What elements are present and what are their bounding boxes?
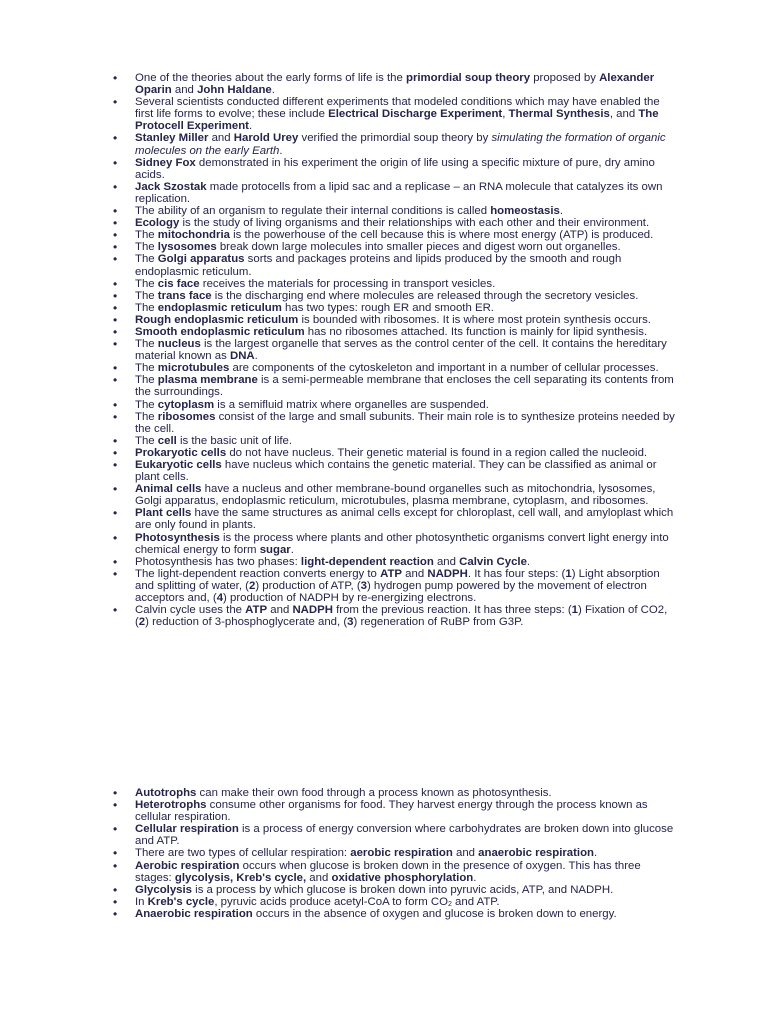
text-run: . (290, 543, 294, 556)
bullet-item (0, 253, 768, 277)
text-run: and (306, 871, 332, 884)
bold-term: Glycolysis (135, 883, 192, 896)
text-run: . It has four steps: ( (467, 567, 566, 580)
text-run: and (452, 847, 479, 860)
bullet-item (0, 96, 768, 132)
text-run: consume other organisms for food. They harvest energy through the process known as cellular respiration. (135, 799, 648, 824)
text-run: break down large molecules into smaller pieces and digest worn out organelles. (216, 241, 621, 254)
text-run: One of the theories about the early forms of life is the (135, 72, 406, 84)
subscript-text: 2 (447, 900, 452, 908)
text-run: and ATP. (451, 895, 500, 908)
text-run: proposed by (530, 72, 600, 84)
bold-term: 2 (138, 616, 146, 629)
bold-term: Cellular respiration (135, 823, 239, 836)
bold-term: Calvin Cycle (459, 555, 527, 568)
text-run: The (135, 338, 158, 351)
bullet-item (0, 72, 768, 96)
bold-term: 3 (360, 579, 367, 592)
bold-term: aerobic respiration (350, 847, 453, 860)
bullet-item (0, 374, 768, 398)
bold-term: glycolysis, Kreb's cycle, (174, 871, 307, 884)
bold-term: 2 (248, 579, 256, 592)
text-run: The (135, 289, 158, 302)
bold-term: Eukaryotic cells (135, 459, 222, 471)
text-run: and (171, 84, 198, 97)
text-run: ) Fixation of CO2, ( (135, 604, 668, 629)
bold-term: Kreb's cycle (147, 895, 215, 908)
bold-term: oxidative phosphorylation (331, 871, 474, 884)
text-run: Photosynthesis has two phases: (135, 555, 301, 568)
bold-term: microtubules (157, 362, 230, 375)
text-run: The (135, 434, 158, 447)
text-run: , and (609, 108, 639, 121)
bullet-item (0, 860, 768, 884)
text-run: . (271, 84, 275, 97)
bullet-item (0, 459, 768, 483)
text-run: ) regeneration of RuBP from G3P. (353, 616, 524, 629)
text-run: receives the materials for processing in transport vesicles. (199, 277, 496, 290)
text-run: is a semifluid matrix where organelles are suspended. (214, 398, 489, 411)
bold-term: 1 (565, 567, 572, 580)
bullet-item (0, 908, 768, 920)
text-run: The (135, 410, 158, 423)
bullet-item (0, 157, 768, 181)
text-run: ) Light absorption and splitting of water, ( (135, 567, 660, 592)
notes-list-respiration (0, 787, 768, 920)
bold-term: homeostasis (490, 205, 560, 218)
text-run: , pyruvic acids produce acetyl-CoA to form CO (214, 895, 448, 908)
bold-term: Heterotrophs (135, 799, 207, 812)
bullet-item (0, 604, 768, 628)
text-run: verified the primordial soup theory by (298, 132, 492, 145)
text-run: are components of the cytoskeleton and important in a number of cellular processes. (229, 362, 659, 375)
text-run: is a process of energy conversion where carbohydrates are broken down into glucose and ATP. (135, 823, 674, 848)
bold-term: Alexander Oparin (135, 72, 655, 97)
bold-term: Prokaryotic cells (135, 446, 227, 459)
bold-term: 4 (216, 592, 224, 605)
bullet-item (0, 181, 768, 205)
text-run: consist of the large and small subunits. Their main role is to synthesize proteins needed by the cell. (135, 410, 675, 435)
bold-term: ATP (380, 567, 402, 580)
bullet-item (0, 278, 768, 290)
bullet-item (0, 483, 768, 507)
bullet-item (0, 847, 768, 859)
bold-term: Electrical Discharge Experiment (328, 108, 503, 121)
text-run: . (254, 350, 258, 363)
text-run: and (267, 604, 293, 617)
text-run: The (135, 398, 158, 411)
text-run: The light-dependent reaction converts energy to (135, 567, 381, 580)
text-run: The (135, 241, 158, 254)
bold-term: Ecology (135, 217, 180, 230)
text-run: sorts and packages proteins and lipids produced by the smooth and rough endoplasmic reticulum. (135, 253, 622, 278)
text-run: have a nucleus and other membrane-bound organelles such as mitochondria, lysosomes, Golgi apparatus, endoplasmic reticulum, microtubules, plasma membrane, cytoplasm, and ribosomes. (135, 483, 656, 508)
text-run: have the same structures as animal cells except for chloroplast, cell wall, and amyloplast which are only found in plants. (135, 507, 674, 532)
bold-term: Smooth endoplasmic reticulum (135, 325, 305, 338)
bold-term: DNA (229, 350, 255, 363)
bold-term: Aerobic respiration (135, 859, 240, 872)
bullet-item (0, 568, 768, 604)
bullet-item (0, 290, 768, 302)
text-run: . (559, 205, 564, 218)
text-run: can make their own food through a process known as photosynthesis. (196, 787, 552, 799)
text-run: is a process by which glucose is broken down into pyruvic acids, ATP, and NADPH. (192, 883, 614, 896)
text-run: Calvin cycle uses the (135, 604, 246, 617)
bullet-item (0, 411, 768, 435)
text-run: . (594, 847, 598, 860)
text-run: The (135, 374, 158, 387)
bold-term: plasma membrane (157, 374, 258, 387)
text-run: The (135, 253, 158, 266)
text-run: , (502, 108, 509, 121)
bold-term: nucleus (157, 338, 201, 351)
bold-term: light-dependent reaction (300, 555, 434, 568)
text-run: and (433, 555, 460, 568)
bold-term: Autotrophs (135, 787, 197, 799)
text-run: ) hydrogen pump powered by the movement of electron acceptors and, ( (135, 579, 647, 605)
notes-list-cell-biology (0, 72, 768, 628)
italic-text: simulating the formation of organic molecules on the early Earth (135, 132, 666, 157)
bold-term: mitochondria (157, 229, 230, 242)
bold-term: The Protocell Experiment (135, 108, 659, 133)
bold-term: trans face (157, 289, 212, 302)
text-run: . (248, 120, 253, 133)
text-run: The (135, 277, 158, 290)
bold-term: Anaerobic respiration (135, 907, 253, 920)
text-run: Several scientists conducted different experiments that modeled conditions which may have enabled the first life forms to evolve; these include (135, 96, 660, 121)
bold-term: Jack Szostak (135, 180, 207, 193)
text-run: ) production of ATP, ( (255, 579, 361, 592)
bold-term: Rough endoplasmic reticulum (135, 313, 299, 326)
bold-term: endoplasmic reticulum (157, 301, 282, 314)
text-run: is a semi-permeable membrane that encloses the cell separating its contents from the surroundings. (135, 374, 674, 399)
bullet-item (0, 823, 768, 847)
bold-term: 1 (571, 604, 578, 617)
bold-term: NADPH (292, 604, 333, 617)
bold-term: NADPH (427, 567, 468, 580)
bullet-item (0, 799, 768, 823)
text-run: from the previous reaction. It has three steps: ( (332, 604, 572, 617)
text-run: There are two types of cellular respiration: (135, 847, 351, 860)
bold-term: cell (157, 434, 177, 447)
bold-term: anaerobic respiration (478, 847, 595, 860)
text-run: The (135, 229, 158, 242)
bold-term: primordial soup theory (406, 72, 531, 84)
bold-term: cis face (157, 277, 200, 290)
bold-term: Photosynthesis (135, 531, 220, 544)
text-run: In (135, 895, 148, 908)
bold-term: John Haldane (197, 84, 272, 97)
text-run: have nucleus which contains the genetic material. They can be classified as animal or plant cells. (135, 459, 657, 484)
text-run: The (135, 362, 158, 375)
bullet-item (0, 532, 768, 556)
text-run: demonstrated in his experiment the origin of life using a specific mixture of pure, dry amino acids. (135, 156, 655, 181)
bold-term: Harold Urey (233, 132, 299, 145)
bullet-item (0, 507, 768, 531)
text-run: and (402, 567, 428, 580)
text-run: ) reduction of 3-phosphoglycerate and, ( (145, 616, 348, 629)
text-run: has no ribosomes attached. Its function is mainly for lipid synthesis. (304, 325, 648, 338)
text-run: do not have nucleus. Their genetic material is found in a region called the nucleoid. (226, 446, 648, 459)
text-run: ) production of NADPH by re-energizing electrons. (223, 592, 477, 605)
bullet-item (0, 399, 768, 411)
text-run: The ability of an organism to regulate their internal conditions is called (135, 205, 491, 218)
text-run: is the process where plants and other photosynthetic organisms convert light energy into chemical energy to form (135, 531, 669, 556)
text-run: is the powerhouse of the cell because this is where most energy (ATP) is produced. (229, 229, 654, 242)
bold-term: 3 (347, 616, 354, 629)
bold-term: lysosomes (157, 241, 217, 254)
text-run: is bounded with ribosomes. It is where most protein synthesis occurs. (298, 313, 651, 326)
text-run: occurs when glucose is broken down in the presence of oxygen. This has three stages: (135, 859, 641, 884)
bold-term: Animal cells (135, 483, 202, 496)
bullet-item (0, 132, 768, 156)
bold-term: Sidney Fox (135, 156, 196, 169)
bullet-item (0, 338, 768, 362)
bold-term: sugar (259, 543, 291, 556)
text-run: has two types: rough ER and smooth ER. (281, 301, 494, 314)
text-run: made protocells from a lipid sac and a replicase – an RNA molecule that catalyzes its own replication. (135, 180, 663, 205)
text-run: . (473, 871, 477, 884)
bold-term: Golgi apparatus (157, 253, 245, 266)
text-run: . (526, 555, 531, 568)
text-run: occurs in the absence of oxygen and glucose is broken down to energy. (252, 907, 617, 920)
bold-term: Thermal Synthesis (508, 108, 610, 121)
bold-term: Plant cells (135, 507, 192, 520)
text-run: is the largest organelle that serves as the control center of the cell. It contains the hereditary material known as (135, 338, 667, 363)
bold-term: ATP (245, 604, 268, 617)
text-run: and (208, 132, 234, 145)
bold-term: ribosomes (157, 410, 216, 423)
text-run: . (279, 144, 283, 157)
text-run: is the discharging end where molecules are released through the secretory vesicles. (211, 289, 639, 302)
bold-term: Stanley Miller (135, 132, 209, 145)
text-run: The (135, 301, 158, 314)
text-run: is the basic unit of life. (176, 434, 293, 447)
bold-term: cytoplasm (157, 398, 215, 411)
text-run: is the study of living organisms and their relationships with each other and their environment. (179, 217, 650, 230)
